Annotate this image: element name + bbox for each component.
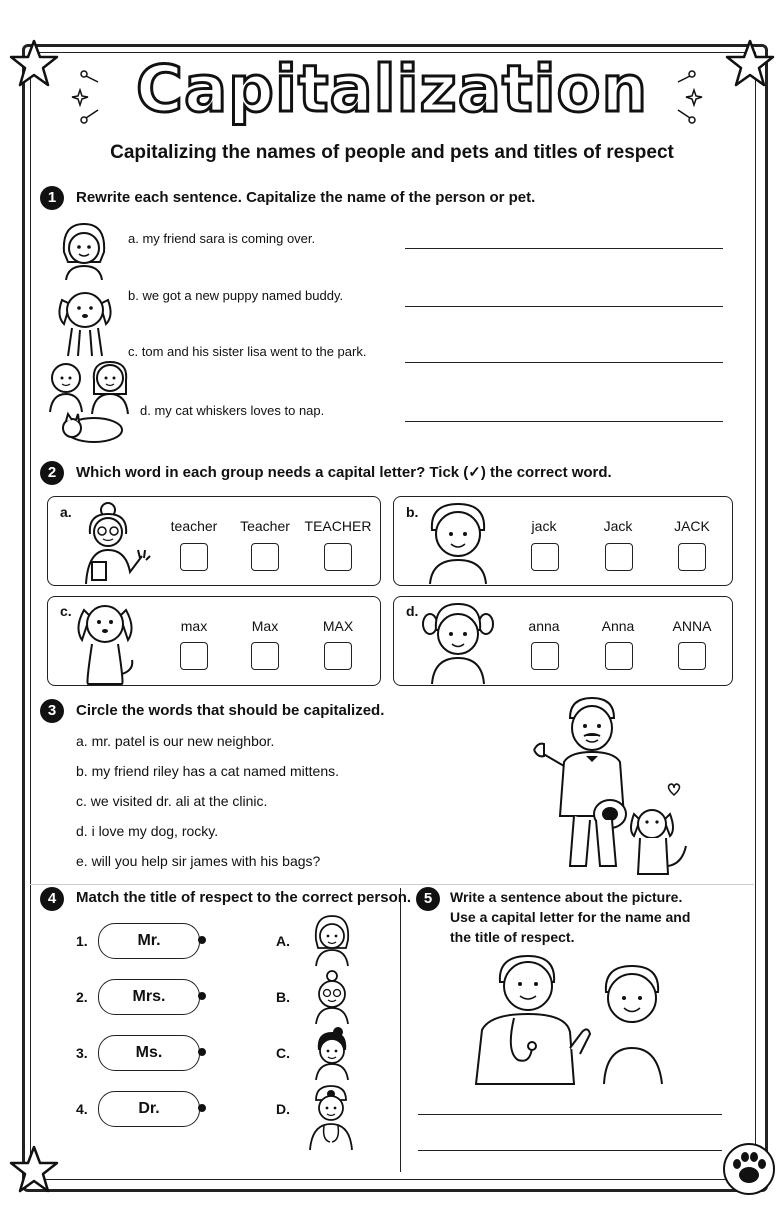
tick-box[interactable] [678,642,706,670]
teacher-icon [80,500,150,584]
match-dot[interactable] [198,1104,206,1112]
match-number: 1. [76,933,88,949]
sentence-item[interactable]: b. my friend riley has a cat named mittens. [76,763,339,779]
page-subtitle: Capitalizing the names of people and pets and titles of respect [110,142,674,163]
boy-icon [424,500,492,584]
section-number: 1 [40,186,64,210]
sentence-item: b. we got a new puppy named buddy. [128,288,344,303]
sentence-item: a. my friend sara is coming over. [128,231,316,246]
group-letter: a. [60,504,72,520]
word-option: anna [528,618,560,634]
match-letter: D. [276,1101,290,1117]
title-pill-dr[interactable]: Dr. [98,1091,200,1127]
tick-box[interactable] [605,543,633,571]
group-letter: b. [406,504,419,520]
tick-box[interactable] [180,543,208,571]
group-letter: d. [406,603,419,619]
match-letter: C. [276,1045,290,1061]
match-number: 4. [76,1101,88,1117]
word-option: max [180,618,208,634]
woman-icon [310,914,354,966]
section1-instruction: Rewrite each sentence. Capitalize the name of the person or pet. [76,189,536,206]
section-number: 5 [416,887,440,911]
title-pill-ms[interactable]: Ms. [98,1035,200,1071]
match-dot[interactable] [198,936,206,944]
match-dot[interactable] [198,1048,206,1056]
man-with-hat-and-dog-illustration [530,696,700,876]
writing-line[interactable] [405,362,723,363]
section-number: 3 [40,699,64,723]
woman-with-bun-icon [310,1026,354,1080]
dog-icon [72,600,138,684]
writing-line[interactable] [405,248,723,249]
word-option: jack [531,518,557,534]
sentence-item[interactable]: a. mr. patel is our new neighbor. [76,733,275,749]
tick-box[interactable] [324,543,352,571]
tick-box[interactable] [324,642,352,670]
word-option: MAX [322,618,354,634]
section-number: 4 [40,887,64,911]
column-divider [400,888,401,1172]
sentence-item[interactable]: c. we visited dr. ali at the clinic. [76,793,268,809]
writing-line[interactable] [418,1150,722,1151]
doctor-and-boy-illustration [470,952,670,1088]
children-with-cat-icon [44,358,134,446]
puppy-icon [54,286,116,358]
title-pill-mr[interactable]: Mr. [98,923,200,959]
word-option: teacher [170,518,218,534]
section5-instruction-line: the title of respect. [450,929,575,945]
section5-instruction-line: Use a capital letter for the name and [450,909,691,925]
tick-box[interactable] [531,642,559,670]
grandma-with-glasses-icon [310,970,354,1024]
tick-box[interactable] [251,543,279,571]
sentence-item: c. tom and his sister lisa went to the park. [128,344,367,359]
word-option: Anna [601,618,635,634]
tick-box[interactable] [605,642,633,670]
writing-line[interactable] [405,306,723,307]
match-letter: B. [276,989,290,1005]
page-title: Capitalization [135,53,649,127]
tick-box[interactable] [531,543,559,571]
section3-instruction: Circle the words that should be capitalized. [76,702,385,719]
title-pill-mrs[interactable]: Mrs. [98,979,200,1015]
word-option: Jack [603,518,633,534]
girl-icon [52,218,116,282]
tick-box[interactable] [180,642,208,670]
match-number: 2. [76,989,88,1005]
tick-box[interactable] [678,543,706,571]
group-letter: c. [60,603,72,619]
word-option: Teacher [240,518,290,534]
writing-line[interactable] [405,421,723,422]
tick-box[interactable] [251,642,279,670]
girl-pigtails-icon [420,600,496,684]
sentence-item[interactable]: e. will you help sir james with his bags? [76,853,321,869]
word-option: TEACHER [304,518,372,534]
section4-instruction: Match the title of respect to the correct person. [76,889,412,906]
match-number: 3. [76,1045,88,1061]
doctor-icon [306,1084,356,1150]
match-letter: A. [276,933,290,949]
section-divider [30,884,754,885]
section5-instruction-line: Write a sentence about the picture. [450,889,683,905]
word-option: JACK [674,518,710,534]
sentence-item: d. my cat whiskers loves to nap. [140,403,325,418]
word-option: ANNA [672,618,712,634]
match-dot[interactable] [198,992,206,1000]
paw-icon [722,1142,776,1196]
word-option: Max [251,618,279,634]
writing-line[interactable] [418,1114,722,1115]
sentence-item[interactable]: d. i love my dog, rocky. [76,823,219,839]
section-number: 2 [40,461,64,485]
section2-instruction: Which word in each group needs a capital letter? Tick (✓) the correct word. [76,464,612,481]
star-icon [8,1144,60,1196]
